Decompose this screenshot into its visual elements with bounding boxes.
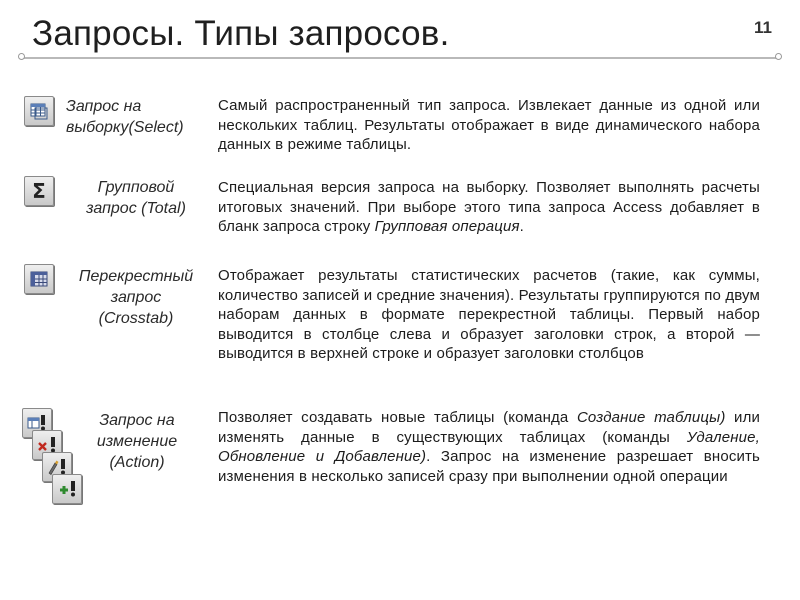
crosstab-query-label: Перекрестный запрос (Crosstab): [78, 268, 194, 327]
select-query-label: Запрос на выборку(Select): [66, 98, 184, 136]
divider-left-cap: [18, 53, 25, 60]
crosstab-icon: [24, 264, 54, 294]
select-query-icon: [24, 96, 54, 126]
append-query-icon: [52, 474, 82, 504]
total-query-label: Групповой запрос (Total): [86, 179, 186, 217]
title-divider: [22, 57, 778, 59]
crosstab-query-description: Отображает результаты статистических расчетов (такие, как суммы, количество записей и средние значения). Результаты группируются по двум наборам данных в формате перекрестной таблицы. Первый набор выводится в столбце слева и образует заголовки строк, а второй — выводится в верхней строке и образует заголовки столбцов: [218, 267, 760, 363]
slide-title: Запросы. Типы запросов.: [32, 14, 450, 53]
sigma-icon: Σ: [24, 176, 54, 206]
total-query-description: Специальная версия запроса на выборку. Позволяет выполнять расчеты итоговых значений. При выборе этого типа запроса Access добавляет в бланк запроса строку Групповая операция.: [218, 179, 760, 236]
select-query-description: Самый распространенный тип запроса. Извлекает данные из одной или нескольких таблиц. Результаты отображает в виде динамического набора данных в режиме таблицы.: [218, 97, 760, 154]
divider-right-cap: [775, 53, 782, 60]
action-query-description: Позволяет создавать новые таблицы (команда Создание таблицы) или изменять данные в существующих таблицах (команды Удаление, Обновление и Добавление). Запрос на изменение разрешает вносить изменения в несколько записей сразу при выполнении одной операции: [218, 409, 760, 485]
slide-number: 11: [754, 18, 772, 37]
action-query-label: Запрос на изменение (Action): [96, 412, 178, 471]
